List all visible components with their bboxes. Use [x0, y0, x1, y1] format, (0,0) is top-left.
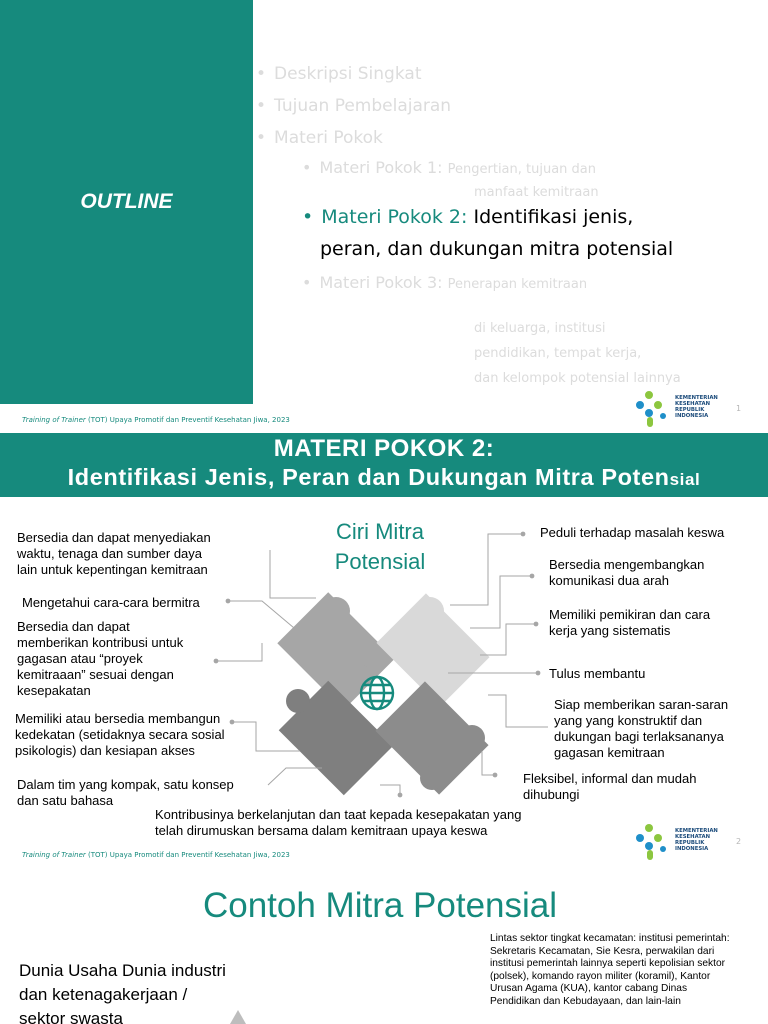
page-number: 2: [736, 837, 742, 846]
trait-bottom: Kontribusinya berkelanjutan dan taat kepada kesepakatan yang telah dirumuskan bersama dalam kemitraan upaya keswa: [155, 807, 522, 838]
logo-line: REPUBLIK: [675, 840, 705, 846]
globe-icon: [361, 677, 393, 709]
outline-subitem-2-cont: peran, dan dukungan mitra potensial: [320, 238, 674, 260]
outline-title: OUTLINE: [80, 190, 173, 213]
contoh-title: Contoh Mitra Potensial: [202, 886, 558, 925]
decorative-shape: [230, 1010, 250, 1024]
kemenkes-logo: [633, 389, 743, 429]
outline-subitem-1-cont: manfaat kemitraan: [474, 185, 599, 200]
banner-title: MATERI POKOK 2:: [273, 435, 495, 462]
trait-right-5: Siap memberikan saran-saran yang yang konstruktif dan dukungan bagi terlaksananya gagasan kemitraan: [554, 697, 729, 760]
slide-footer: Training of Trainer (TOT) Upaya Promotif dan Preventif Kesehatan Jiwa, 2023: [22, 851, 290, 859]
outline-item-tujuan: • Tujuan Pembelajaran: [256, 96, 452, 116]
slide-contoh-mitra: [0, 868, 768, 1024]
outline-subitem-3: • Materi Pokok 3: Penerapan kemitraan: [302, 273, 588, 292]
banner-subtitle: Identifikasi Jenis, Peran dan Dukungan Mitra Potensial: [67, 464, 701, 490]
outline-subitem-3-cont2: pendidikan, tempat kerja,: [474, 346, 642, 361]
trait-right-6: Fleksibel, informal dan mudah dihubungi: [523, 771, 697, 802]
mitra-lintas-sektor: Lintas sektor tingkat kecamatan: institusi pemerintah: Sekretaris Kecamatan, Sie Kesra, perwakilan dari institusi pemerintah lainnya seperti kepolisian sektor (polsek), komando rayon militer (koramil), Kantor Urusan Agama (KUA), kantor cabang Dinas Pendidikan dan Kebudayaan, dan lain-lain: [490, 933, 730, 1007]
trait-left-3: Bersedia dan dapat memberikan kontribusi untuk gagasan atau “proyek kemitraaan” sesuai dengan kesepakatan: [17, 619, 184, 698]
trait-right-2: Bersedia mengembangkan komunikasi dua arah: [549, 557, 705, 588]
ciri-mitra-title: Ciri Mitra Potensial: [334, 519, 426, 574]
trait-right-3: Memiliki pemikiran dan cara kerja yang sistematis: [549, 607, 711, 638]
outline-subitem-3-cont1: di keluarga, institusi: [474, 321, 606, 336]
kemenkes-logo: [633, 822, 743, 862]
kemenkes-logo-mark-icon: [633, 822, 673, 862]
trait-left-1: Bersedia dan dapat menyediakan waktu, tenaga dan sumber daya lain untuk kepentingan kemitraan: [17, 530, 211, 577]
trait-left-4: Memiliki atau bersedia membangun kedekatan (setidaknya secara sosial psikologis) dan kesiapan akses: [15, 711, 225, 758]
logo-line: KEMENTERIAN: [675, 395, 718, 401]
trait-left-2: Mengetahui cara-cara bermitra: [22, 595, 200, 610]
slide-outline: [0, 0, 768, 430]
outline-subitem-3-cont3: dan kelompok potensial lainnya: [474, 371, 681, 386]
logo-line: KEMENTERIAN: [675, 828, 718, 834]
trait-left-5: Dalam tim yang kompak, satu konsep dan satu bahasa: [17, 777, 234, 808]
outline-item-materi: • Materi Pokok: [256, 128, 383, 148]
outline-item-deskripsi: • Deskripsi Singkat: [256, 64, 422, 84]
logo-line: KESEHATAN: [675, 401, 711, 407]
trait-right-1: Peduli terhadap masalah keswa: [540, 525, 725, 540]
slide-materi-pokok-2: [0, 433, 768, 865]
logo-line: KESEHATAN: [675, 834, 711, 840]
trait-right-4: Tulus membantu: [549, 666, 646, 681]
outline-subitem-2-active: • Materi Pokok 2: Identifikasi jenis,: [302, 206, 634, 228]
slide-footer: Training of Trainer (TOT) Upaya Promotif dan Preventif Kesehatan Jiwa, 2023: [22, 416, 290, 424]
puzzle-piece-bottom-left: [279, 681, 394, 796]
logo-line: INDONESIA: [675, 413, 709, 419]
logo-line: REPUBLIK: [675, 407, 705, 413]
page-number: 1: [736, 404, 742, 413]
kemenkes-logo-mark-icon: [633, 389, 673, 429]
mitra-dunia-usaha: Dunia Usaha Dunia industri dan ketenagakerjaan / sektor swasta: [19, 961, 226, 1024]
logo-line: INDONESIA: [675, 846, 709, 852]
outline-subitem-1: • Materi Pokok 1: Pengertian, tujuan dan: [302, 158, 597, 177]
